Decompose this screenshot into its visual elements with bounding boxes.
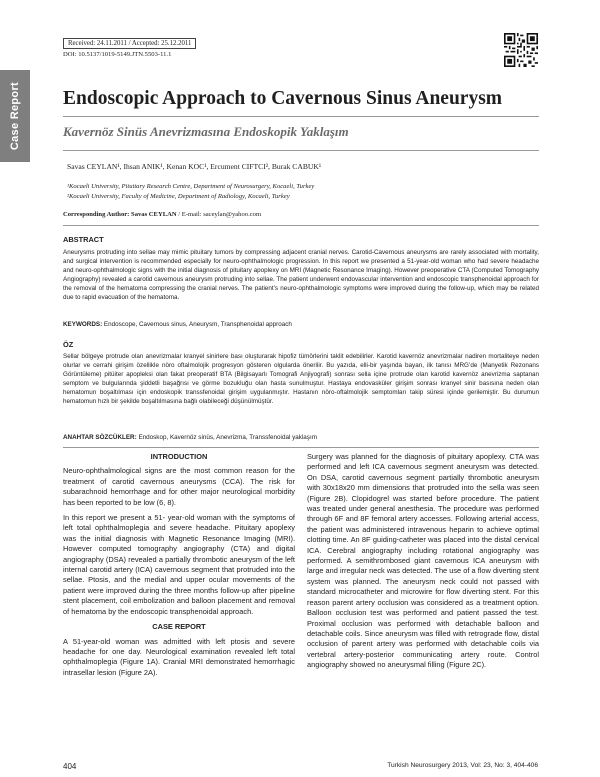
oz-heading: ÖZ xyxy=(63,340,74,349)
received-accepted-dates: Received: 24.11.2011 / Accepted: 25.12.2011 xyxy=(63,38,196,49)
abstract-divider xyxy=(63,447,539,448)
qr-code-icon xyxy=(504,33,538,67)
abstract-heading: ABSTRACT xyxy=(63,235,104,244)
header-divider xyxy=(63,225,539,226)
affiliation-1: ¹Kocaeli University, Pituitary Research Centre, Department of Neurosurgery, Kocaeli, Turkey xyxy=(67,183,315,190)
corresponding-author xyxy=(63,211,261,218)
subtitle-divider xyxy=(63,150,539,151)
abstract-text: Aneurysms protruding into sellae may mimic pituitary tumors by compressing adjacent cranial nerves. Carotid-Cavernous aneurysms are rarely associated with mortality, and surgical intervention is recommended especially for neuro-ophthalmologic progression. In this report we presented a 51-year-old woman who had severe headache and neuro-ophthalmologic signs with the initial diagnosis of pituitary apoplexy on MRI (Magnetic Resonance Imaging). However preoperative CTA (Computed Tomography Angiography) revealed a carotid cavernous aneurysm protruding into sellae. The patient underwent endovascular intervention and endoscopic transphenoidal approach for the removal of the hematoma compressing the cranial nerves. The patient’s neuro-ophthalmologic symptoms were improved during the follow-up, which may be related due to rapid evacuation of the hematoma. xyxy=(63,249,539,301)
keywords-label: KEYWORDS: xyxy=(63,321,103,328)
section-tab-label: Case Report xyxy=(9,81,21,151)
case-report-heading: CASE REPORT xyxy=(152,622,206,632)
right-column xyxy=(307,452,539,676)
page-number: 404 xyxy=(63,762,77,771)
oz-keywords xyxy=(63,434,539,443)
case-paragraph-1: A 51-year-old woman was admitted with left ptosis and severe headache for one day. Neurological examination revealed left total ophthalmoplegia (Figure 1A). Cranial MRI demonstrated hemorrhagic intrasellar lesion (Figure 2A). xyxy=(63,636,295,677)
journal-citation: Turkish Neurosurgery 2013, Vol: 23, No: 3, 404-406 xyxy=(387,762,538,769)
anahtar-label: ANAHTAR SÖZCÜKLER: xyxy=(63,434,137,441)
keywords-value: Endoscope, Cavernous sinus, Aneurysm, Transphenoidal approach xyxy=(102,321,292,328)
abstract-keywords xyxy=(63,321,539,330)
article-title: Endoscopic Approach to Cavernous Sinus Aneurysm xyxy=(63,88,503,109)
corresponding-author-label: Corresponding Author: Savas CEYLAN xyxy=(63,211,177,218)
anahtar-value: Endoskop, Kavernöz sinüs, Anevrizma, Transsfenoidal yaklaşım xyxy=(136,434,317,441)
introduction-heading: INTRODUCTION xyxy=(150,452,208,461)
article-subtitle: Kavernöz Sinüs Anevrizmasına Endoskopik Yaklaşım xyxy=(63,124,349,139)
title-divider xyxy=(63,116,539,117)
doi: DOI: 10.5137/1019-5149.JTN.5503-11.1 xyxy=(63,51,172,58)
corresponding-author-email: / E-mail: saceylan@yahoo.com xyxy=(176,211,262,218)
intro-paragraph-1: Neuro-ophthalmological signs are the most common reason for the treatment of carotid cavernous aneurysms (CCA). The risk for subarachnoid hemorrhage and for other major neurological morbidity has been reported to be low (6, 8). xyxy=(63,466,295,507)
affiliation-2: ²Kocaeli University, Faculty of Medicine, Department of Radiology, Kocaeli, Turkey xyxy=(67,193,290,200)
intro-paragraph-2: In this report we present a 51- year-old woman with the symptoms of left total ophthalmoplegia and severe headache. Pituitary apoplexy was the initial diagnosis with Magnetic Resonance Imaging (MRI). However computed tomography angiography (CTA) and digital angiography (DSA) revealed a partially thrombotic aneurysm of the left internal carotid artery (ICA) cavernous segment that protruded into the sellae. Ptosis, and the medial and upper ocular movements of the patient were improved during the three months follow-up after pipeline stent placement, coil embolization and balloon placement and removal of hematoma by the endoscopic transphenoidal approach. xyxy=(63,513,295,616)
case-paragraph-2: Surgery was planned for the diagnosis of pituitary apoplexy. CTA was performed and left ICA cavernous segment aneurysm was detected. On DSA, carotid cavernous segment partially thrombotic aneurysm with 30x18x20 mm dimensions that protruded into the sella was seen (Figure 2B). Clopidogrel was started before procedure. The patient was treated under general anesthesia. The procedure was performed through 6F and 8F femoral artery accesses. Following arterial access, the patient was administered intravenous heparin to achieve optimal clotting time. An 8F guiding-catheter was placed into the distal cervical ICA. Cerebral angiography including rotational angiography was performed. A semithrombosed giant cavernous ICA aneurysm with large and irregular neck was detected. The use of a flow diverting stent system was planned. The aneurysm neck could not passed with standard microcatheter and microwire for flow diverting stent. For this reason parent artery occlusion was considered as a treatment option. Balloon occlusion test was performed and patient passed the test. Proximal occlusion was performed with detachable balloon and detachable coils. Since aneurysm was filled with retrograde flow, distal occlusion of parent artery was performed with detachable coils via vertebral artery-posterior communicating artery route. Control angiography showed no aneurysmal filling (Figure 2C). xyxy=(307,452,539,670)
authors: Savas CEYLAN¹, Ihsan ANIK¹, Kenan KOC¹, Ercument CIFTCI², Burak CABUK¹ xyxy=(67,162,322,171)
oz-text: Sellar bölgeye protrude olan anevrizmalar kranyel sinirlere bası oluşturarak hipofiz tümörlerini taklit edebilirler. Karotid kavernöz anevrizmalar nadiren mortaliteye neden olurlar ve cerrahi girişim özellikle nöro oftalmolojik progresyon gösteren olgularda önerilir. Bu yazıda, elli-bir yaşında bayan, ilk tanısı MRG’de (Manyetik Rezonans Görüntüleme) pitüiter apopleksi olan fakat preoperatif BTA (Bilgisayarlı Tomografi Anjiyografi) sonrası sella içine protrude olan karotid kavernöz anevrizma saptanan semptom ve bulgularında şiddetli başağrısı ve görme bozukluğu olan hasta sunulmuştur. Hastaya endovasküler girişim sonrası kranyel sinir basısına neden olan hematomun boşaltılması için endoskopik transsfenoidal girişim uygulanmıştır. Hastanın nöro-oftalmolojik semptomları takip süresi içinde gerilemiştir. Bu durumun hematomun hızlı bir şekilde boşaltılmasına bağlı olabileceği düşünülmüştür. xyxy=(63,353,539,405)
left-column xyxy=(63,452,295,683)
section-tab xyxy=(0,70,30,162)
